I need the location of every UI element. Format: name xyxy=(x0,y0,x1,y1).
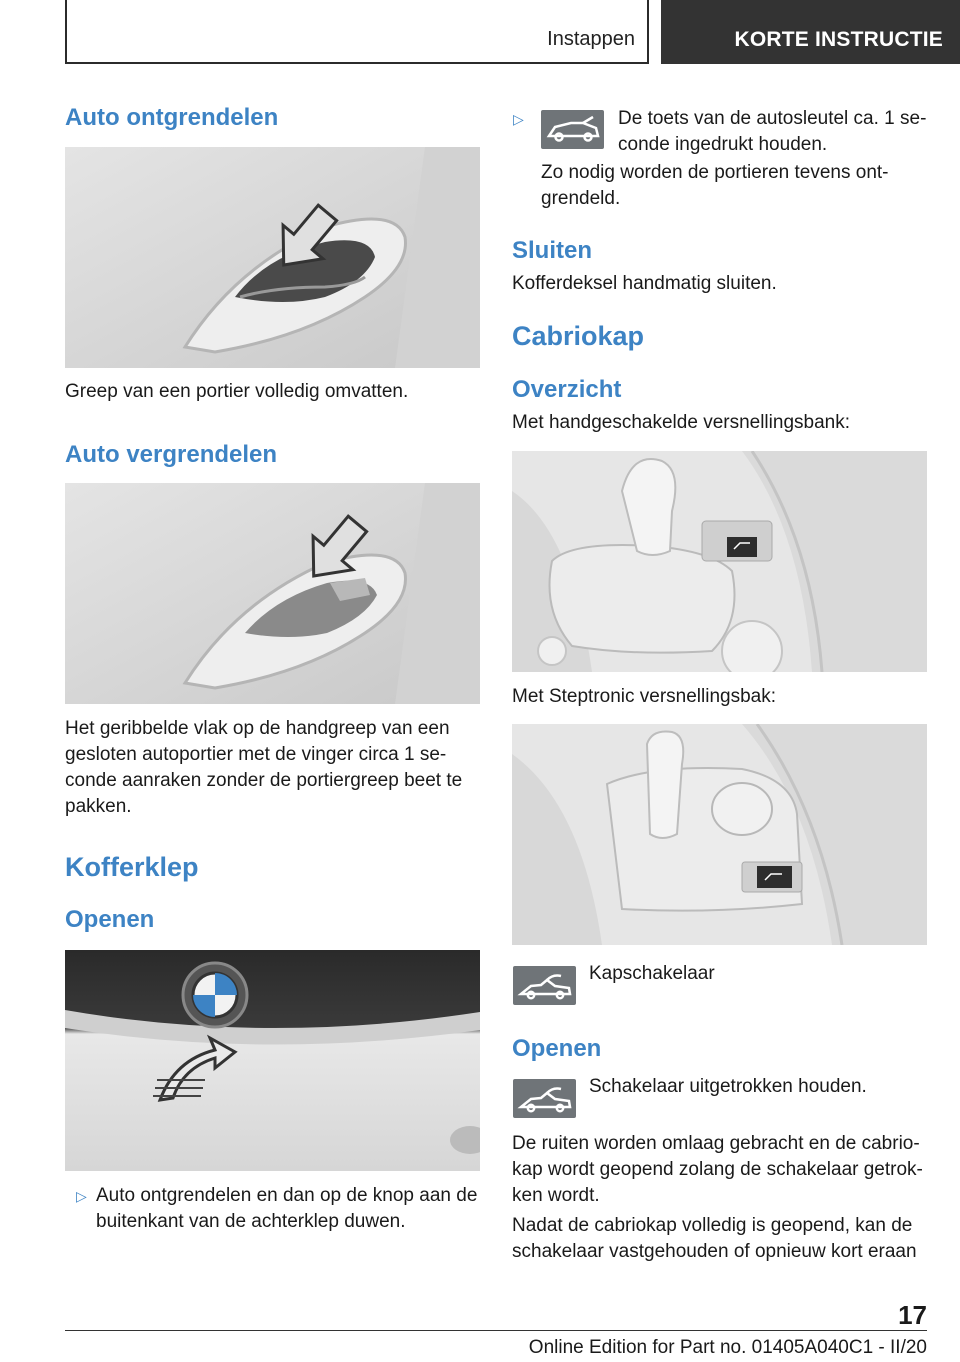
step-hold-switch: Schakelaar uitgetrokken houden. xyxy=(589,1076,867,1097)
step-line: Auto ontgrendelen en dan op de knop aan de xyxy=(96,1185,478,1206)
caption-lock-line: Het geribbelde vlak op de handgreep van een xyxy=(65,718,450,739)
heading-cabrio: Cabriokap xyxy=(512,321,645,351)
image-door-handle-lock xyxy=(65,483,480,704)
step-line: De toets van de autosleutel ca. 1 se‐ xyxy=(618,108,927,129)
triangle-bullet-icon: ▷ xyxy=(513,111,524,127)
footer-divider xyxy=(65,1330,927,1331)
step-key-button xyxy=(618,106,928,158)
heading-overview: Overzicht xyxy=(512,376,622,403)
paragraph-line: kap wordt geopend zolang de schakelaar getrok‐ xyxy=(512,1159,923,1180)
step-line: conde ingedrukt houden. xyxy=(618,134,828,155)
heading-trunk: Kofferklep xyxy=(65,852,199,882)
caption-lock-line: pakken. xyxy=(65,796,132,817)
paragraph-roof-opened xyxy=(512,1213,932,1265)
heading-unlock: Auto ontgrendelen xyxy=(65,104,279,131)
convertible-roof-icon xyxy=(513,966,576,1005)
caption-lock-line: gesloten autoportier met de vinger circa 1 se‐ xyxy=(65,744,447,765)
image-console-steptronic xyxy=(512,724,927,945)
heading-lock: Auto vergrendelen xyxy=(65,441,278,468)
note-line: Zo nodig worden de portieren tevens ont‐ xyxy=(541,162,889,183)
paragraph-line: schakelaar vastgehouden of opnieuw kort eraan xyxy=(512,1241,917,1262)
footer-edition: Online Edition for Part no. 01405A040C1 - II/20 xyxy=(528,1337,927,1358)
header-section-title: Instappen xyxy=(547,28,635,50)
text-trunk-close: Kofferdeksel handmatig sluiten. xyxy=(512,273,777,294)
heading-trunk-open: Openen xyxy=(65,906,155,933)
text-steptronic: Met Steptronic versnellingsbak: xyxy=(512,686,777,707)
caption-lock-line: conde aanraken zonder de portiergreep beet te xyxy=(65,770,463,791)
image-trunk-button xyxy=(65,950,480,1171)
note-doors-unlock xyxy=(541,160,931,212)
label-roof-switch: Kapschakelaar xyxy=(589,963,715,984)
image-console-manual xyxy=(512,451,927,672)
paragraph-line: De ruiten worden omlaag gebracht en de cabrio‐ xyxy=(512,1133,920,1154)
step-line: buitenkant van de achterklep duwen. xyxy=(96,1211,406,1232)
paragraph-line: Nadat de cabriokap volledig is geopend, kan de xyxy=(512,1215,913,1236)
image-door-handle-unlock xyxy=(65,147,480,368)
caption-unlock: Greep van een portier volledig omvatten. xyxy=(65,381,409,402)
paragraph-roof-opening xyxy=(512,1131,932,1209)
heading-trunk-close: Sluiten xyxy=(512,237,593,264)
convertible-roof-icon xyxy=(513,1079,576,1118)
triangle-bullet-icon: ▷ xyxy=(76,1188,87,1204)
car-trunk-key-icon xyxy=(541,110,604,149)
header-chapter-title: KORTE INSTRUCTIE xyxy=(734,28,943,51)
paragraph-line: ken wordt. xyxy=(512,1185,600,1206)
page-number: 17 xyxy=(898,1300,927,1330)
note-line: grendeld. xyxy=(541,188,621,209)
caption-lock xyxy=(65,716,480,820)
heading-cabrio-open: Openen xyxy=(512,1035,602,1062)
step-trunk-open xyxy=(96,1183,486,1235)
text-manual-gearbox: Met handgeschakelde versnellingsbank: xyxy=(512,412,850,433)
